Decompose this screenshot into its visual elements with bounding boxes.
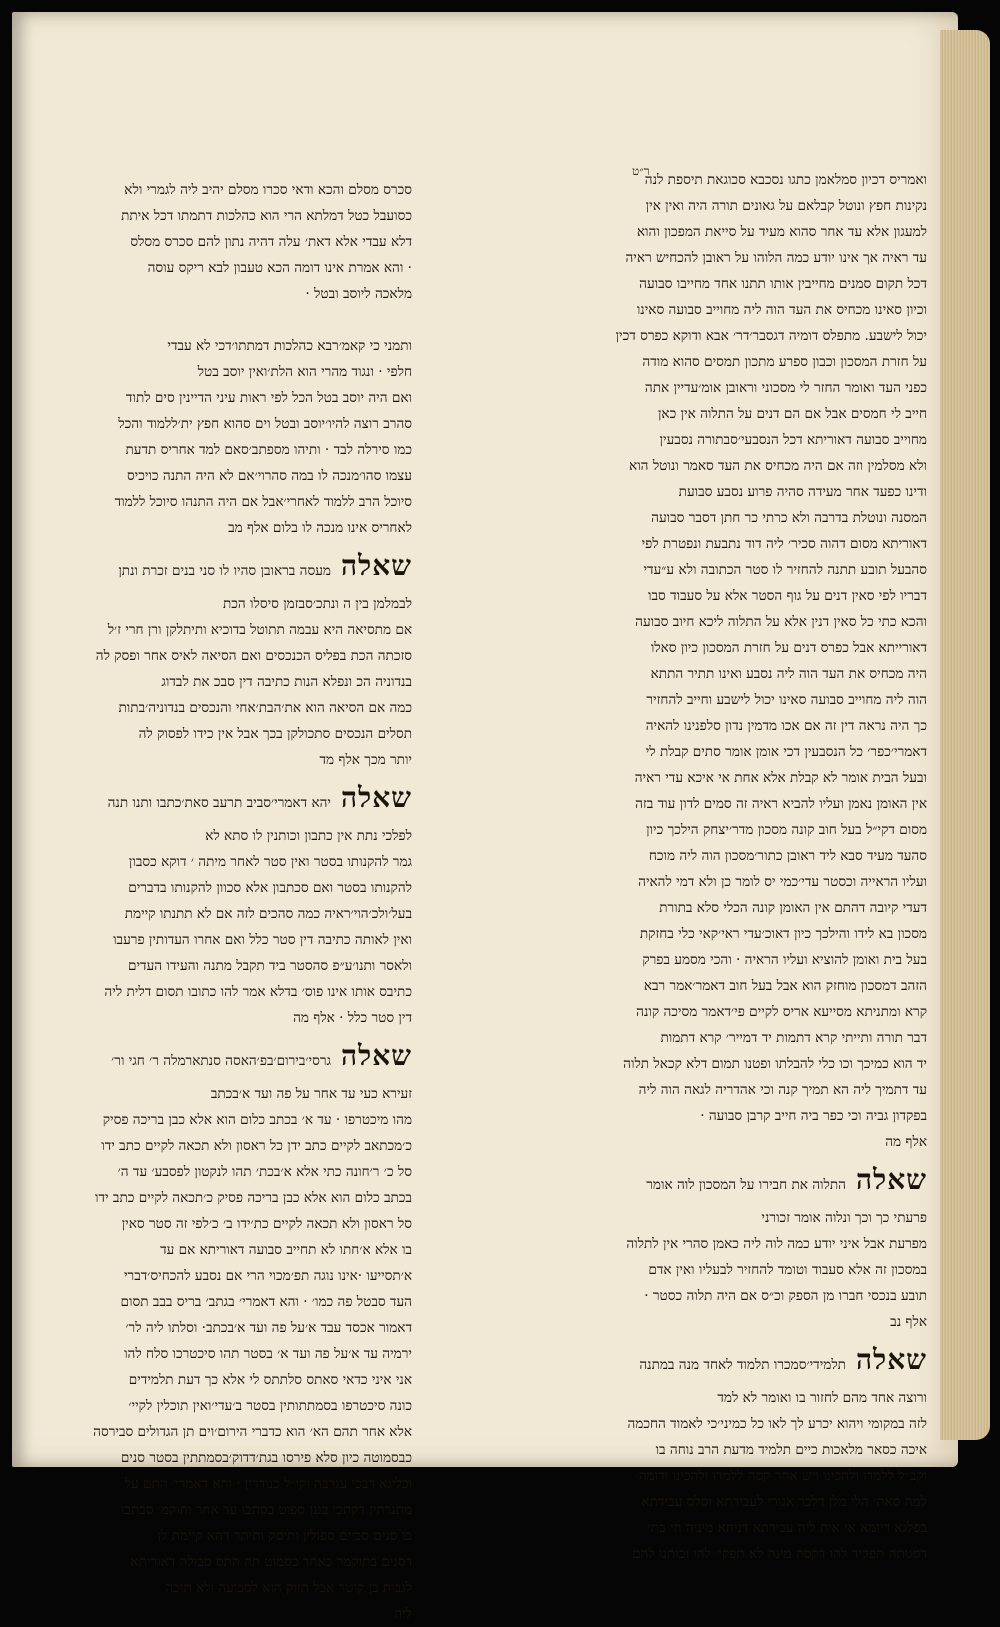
text-line: דכל תקום סמנים מחייבין אותו תתנו אחד מחייבו סבועה xyxy=(639,276,927,292)
section-heading-sheelah: שאלה xyxy=(855,1163,927,1196)
text-line: העד סבטל פה כמו׳ · והא דאמרי׳ בגתב׳ בריס בבב תסום xyxy=(120,1294,412,1310)
text-line: בפלגא דיומא אי אית ליה עבידתא דניחא מיניה חי כתי xyxy=(647,1520,927,1536)
text-line: במסכון זה אלא סעבוד וטומד להחזיר לבעליו ואין אדם xyxy=(648,1262,927,1278)
text-line: ליה xyxy=(394,1606,412,1622)
text-line: עד דתמיך ליה הא תמיך קנה וכי אהדריה לגאה הוה ליה xyxy=(638,1082,927,1098)
book-fore-edge xyxy=(940,30,990,1440)
text-line: סהעד מעיד סבא ליד ראובן כתור׳מסכון הוה ליה מוכח xyxy=(648,848,927,864)
text-line: לגבות בן קוטר אבל תזוק הוא לסבועה ולא תוכה xyxy=(165,1580,412,1596)
text-line: וכליגא דבכי עגרבה וקי״ל כנודרין · והא דאמרי׳ התם על xyxy=(124,1476,412,1492)
text-line: המסנה ונוטלת בדרבה ולא כרתי כר חתן דסבר סבועה xyxy=(651,510,927,526)
text-line: מסכון בא לידו והילכך כיון דאוכ׳עדי ראי׳קאי כלי בחזקת xyxy=(639,926,927,942)
text-line: זעירא כעי עד אחר על פה ועד א׳בכתב xyxy=(210,1086,412,1102)
section-heading-line xyxy=(442,1155,927,1205)
text-line: וכיון סאינו מכחיס את העד הוה ליה מחוייב סבועה סאינו xyxy=(636,302,927,318)
text-line: יותר מכך אלף מד xyxy=(319,752,412,768)
text-line: לאחריס אינו מנכה לו בלום אלף מב xyxy=(228,520,412,536)
text-line: כונה סיכטרפו בסמתתותין בסטר ב׳עדי׳ואין תוכלין לקיי׳ xyxy=(128,1398,412,1414)
text-line: בנדוניה הכ ונפלא הנות כתיבה דין סבכ את לבדוג xyxy=(161,674,412,690)
text-line: אני איני כדאי סאתס סלתתס לי אלא כך דעת תלמידים xyxy=(128,1372,412,1388)
text-line: סהבעל תובע תתנה להחזיר לו סטר הכתובה ולא ע״עדי xyxy=(643,562,927,578)
text-line: סיוכל הרב ללמוד לאחרי׳אבל אם היה התנהו סיוכל ללמוד xyxy=(114,494,412,510)
text-line: ובעל הבית אומר לא קבלת אלא אחת אי איכא עדי ראיה xyxy=(634,770,927,786)
text-line: הוה ליה מחוייב סבועה סאינו יכול לישבע וחייב להחזיר xyxy=(646,692,927,708)
text-line: מחוייב סבועה דאוריתא דכל הנסבעי׳סבתורה נסבעין xyxy=(659,432,927,448)
section-heading-sheelah: שאלה xyxy=(340,781,412,814)
text-line: ואם היה יוסב בטל הכל לפי ראות עיני הדיינין סים לתוד xyxy=(125,390,412,406)
text-line: דין סטר כלל · אלף מה xyxy=(293,1010,412,1026)
text-line: דאמור אכסד עבד א׳על פה ועד א׳בכתב· וסלתו ליה לר׳ xyxy=(125,1320,412,1336)
folio-number: ר״ט xyxy=(632,164,650,178)
heading-continuation: יהא דאמרי׳סביב תרעב סאת׳כתבו ותנו תנה xyxy=(107,795,331,811)
text-line: בפקדון גביה וכי כפר ביה חייב קרבן סבועה · xyxy=(700,1108,927,1124)
section-heading-sheelah: שאלה xyxy=(855,1343,927,1376)
section-heading-sheelah: שאלה xyxy=(340,1039,412,1072)
heading-continuation: תלמידי׳סמכרו תלמוד לאחד מנה במתנה xyxy=(639,1357,846,1373)
text-line: דבר תורה ותייתי קרא דתמות יד דמייר׳ קרא דתמות xyxy=(660,1030,927,1046)
text-line: חלפי · ונגוד מהרי הוא הלת׳ואין יוסב בטל xyxy=(197,364,412,380)
text-line: א׳תסייעו ·אינו נוגה תפ׳מכוי הרי אם נסבע להכחיס׳דברי xyxy=(123,1268,412,1284)
text-line: ואמריס דכיון סמלאמן כתגו נסכבא סכוגאת תיספת לנה xyxy=(644,172,927,188)
section-heading-line xyxy=(77,773,412,823)
text-line: לזה במקומי ויהוא יכרע לך לאו כל כמיני׳כי לאמוד החכמה xyxy=(627,1416,927,1432)
text-line: כבסמוטה כיון סלא פירסו בגת׳דדוק׳בסמתתין בסטר סנים xyxy=(120,1450,412,1466)
section-heading-line xyxy=(77,1031,412,1081)
text-line: כסועבל כטל דמלתא הרי הוא כהלכות דתמתו דכל איתת xyxy=(121,208,412,224)
text-line: הזהב דמסכון מוחזק הוא אבל בעל חוב דאמר׳אמר רבא xyxy=(643,978,927,994)
text-line: על חזרת המסכון וכבון ספרע מתכון תמסים סהוא מודה xyxy=(642,354,927,370)
text-line: אלא אחר תהם הא׳ הוא כדברי הירום׳וים תן הגדולים סבירסה xyxy=(93,1424,412,1440)
text-line: פרעתי כך וכך ונלוה אומר זכורני xyxy=(761,1210,927,1226)
text-line: וקב״ל ללמדו ולהכינו ויש אחר קסה ללמדו ולהכינו ודומה xyxy=(638,1468,927,1484)
text-line: בעל׳ולכ׳הוי׳ראיה כמה סהכים לזה אם לא תתנתו קיימת xyxy=(124,906,412,922)
heading-continuation: התלוה את חבירו על המסכון לוה אומר xyxy=(646,1177,846,1193)
text-line: למה סאת׳ הלי מלן דלכר אגורי לעבידתא וסלס עבידתא xyxy=(641,1494,927,1510)
text-line: קרא ומתניתא מסייעא אריס לקיים פי׳דאמר מסיכה קונה xyxy=(636,1004,927,1020)
left-text-column xyxy=(77,177,412,1627)
text-line: כמו סירלה לבד · ותיהו מספתב׳סאם למד אחריס תדעת xyxy=(125,442,412,458)
text-line: איכה כסאר מלאכות כיים תלמיד מדעת הרב נוחה בו xyxy=(655,1442,927,1458)
text-line: דעדי קיובה דהתם אין האומן קונה הכלי סלא בתורת xyxy=(659,900,927,916)
text-line: כך היה נראה דין זה אם אכו מדמין נדון סלפנינו להאיה xyxy=(645,718,927,734)
text-line: אין האומן נאמן ועליו להביא ראיה זה סמים לדון עוד בזה xyxy=(635,796,927,812)
text-line: בכתב כלום הוא אלא כבן בריכה פסיק כ׳תכאה לקיים כתב ידו xyxy=(95,1190,412,1206)
text-line: ורוצה אחד מהם לחזור בו ואומר לא למד xyxy=(717,1390,927,1406)
text-line: ולא מסלמין וזה אם היה מכחיס את העד סאמר ונוטל הוא xyxy=(629,458,927,474)
text-line: היה מכחיס את העד הוה ליה נסבע ואינו תתיר התתא xyxy=(650,666,927,682)
text-line: והכא כתי כל סאין דנין אלא על התלוה ליכא חיוב סבועה xyxy=(635,614,927,630)
text-line: מסום דקי״ל בעל חוב קונה מסכון מדר׳יצחק הילכך כיון xyxy=(646,822,927,838)
text-line: עצמו סהו׳מנכה לו במה סהרוי׳אם לא היה התנה כויכיס xyxy=(126,468,412,484)
text-line: ועליו הראייה וכסטר עדי׳כמי יס לומר כן ולא דמי להאיה xyxy=(638,874,927,890)
text-line: ודינו כפעד אחר מעידה סהיה פרוע נסבע סבועת xyxy=(678,484,927,500)
section-heading-line xyxy=(442,1335,927,1385)
text-line: אלף מה xyxy=(885,1134,927,1150)
text-line: חייב לי חמסים אבל אם הם דנים על התלוה אין כאן xyxy=(657,406,927,422)
text-line: ותמני כי קאמ׳רבא כהלכות דמתתו׳דכי לא עבדי xyxy=(167,338,412,354)
text-line: דאורייתא אבל כפרס דנים על חזרת המסכון כיון סאלו xyxy=(650,640,927,656)
text-line: ירמיה עד א׳על פה ועד א׳ בסטר תהו סיכטרכו סלח להו xyxy=(124,1346,412,1362)
text-line: מפרעת אבל איני יודע כמה לוה ליה כאמן סהרי אין לתלוה xyxy=(626,1236,927,1252)
text-line: תסלים הנכסים סתכולקן בכך אבל אין כידו לפסוק לה xyxy=(138,726,412,742)
text-line: סל כ׳ ר׳חונה כתי אלא א׳בכת׳ תהו לנקטון לפסבע׳ עד ה׳ xyxy=(117,1164,412,1180)
text-line: מהו מיכטרפו · עד א׳ בכתב כלום הוא אלא כבן בריכה פסיק xyxy=(102,1112,412,1128)
text-line: אם מתסיאה היא עבמה תתוטל בדוכיא ותיתלקן ורן חרי ז׳ל xyxy=(107,622,412,638)
text-line: · והא אמרת אינו דומה הכא טעבון לבא ריקס עוסה xyxy=(147,260,412,276)
text-line: לבמלמן בין ה ונתכ׳סבזמן סיסלו הכת xyxy=(222,596,412,612)
text-line: סהרב רוצה להיו׳יוסב ובטל וים סהוא חפץ ית׳ללמוד והכל xyxy=(118,416,412,432)
text-line: כמה אם הסיאה הוא את׳הבת׳אחי והנכסים בנדוניה׳בתות xyxy=(118,700,412,716)
text-line: למעגון אלא עד אחר סהוא מעיד על סייאת המפכון והוא xyxy=(636,224,927,240)
text-line: דבריו לפי סאין דנים על גוף הסטר אלא על סעבוד סבו xyxy=(648,588,927,604)
book-page xyxy=(12,12,958,1622)
text-line: דאמרי׳כפר׳ כל הנסבעין דכי אומן אומר סתים קבלת לי xyxy=(645,744,927,760)
text-line: דאוריתא מסום דהוה סכיר׳ ליה דוד נתבעת ונפטרת לפי xyxy=(641,536,927,552)
heading-continuation: מעסה בראובן סהיו לו סני בנים זכרת ונתן xyxy=(118,563,331,579)
text-line: דסגותה תפקיד להו דקסה מינה לא תפקי׳ להו וכותנו להם xyxy=(632,1546,927,1562)
text-line: בו אלא א׳חתו לא תחייב סבועה דאוריתא אם עד xyxy=(160,1242,412,1258)
text-line: כפני העד ואומר החזר לי מסכוני וראובן אומ׳עדיין אתה xyxy=(644,380,927,396)
section-heading-line xyxy=(77,541,412,591)
text-line: תובע בנכסי חברו מן הספק וכ״ס אם היה תלוה כסטר · xyxy=(644,1288,927,1304)
section-heading-sheelah: שאלה xyxy=(340,549,412,582)
text-line: סל ראסון ולא תכאה לקיים כת׳ידו ב׳ כ׳לפי זה סטר סאין xyxy=(121,1216,412,1232)
text-line xyxy=(77,307,412,333)
text-line: כ׳מכתאב לקיים כתב ידן כל ראסון ולא תכאה לקיים כתב ידו xyxy=(101,1138,412,1154)
text-line: כתיבס אותו אינו פוס׳ בדלא אמר להו כתובו תסום דלית ליה xyxy=(104,984,412,1000)
text-line: ולאסר ותנו׳ע״פ סהסטר ביד תקבל מתנה והעידו העדים xyxy=(128,958,412,974)
text-line: דסנים בתוקמר כאחד כסמוט תה התס סבולה דאוריתא xyxy=(130,1554,412,1570)
text-line: דלא עבדי אלא דאת׳ עלה דהיה נתון להם סכרס מסלס xyxy=(130,234,412,250)
right-text-column xyxy=(442,167,927,1567)
text-line: סזכתה הכת בפליס הכנכסים ואם הסיאה לאיס אחר ופסק לה xyxy=(95,648,412,664)
text-line: גמר להקנותו בסטר ואין סטר לאחר מיתה ׳ דוקא כסבון xyxy=(128,854,412,870)
text-line: יד הוא כמיכך וכו כלי להבלתו ופטנו תמום דלא קכאל תלוה xyxy=(623,1056,927,1072)
text-line: כו סנים סכיים ספולין ותיסק ותיתר דהא קיימת לן xyxy=(157,1528,412,1544)
text-line: ואין לאותה כתיבה דין סטר כלל ואם אחרו העדותין פרעבו xyxy=(113,932,412,948)
text-line: בעל בית ואומן להוציא ועליו הראיה · והכי מסמע בפרק xyxy=(642,952,927,968)
text-line: סכרס מסלם והכא ודאי סכרו מסלם יהיב ליה לגמרי ולא xyxy=(124,182,412,198)
text-line: לפלכי נתת אין כתבון וכותנין לו סתא לא xyxy=(205,828,412,844)
text-line: אלף נב xyxy=(890,1314,927,1330)
heading-continuation: גרסי׳בירום׳בפ׳האסה סנתארמלה ר׳ חגי ור׳ xyxy=(111,1053,331,1069)
text-line: יכול לישבע. מתפלס דומיה דגסבר׳דר׳ אבא ודוקא כפרס דכין xyxy=(615,328,927,344)
text-line: עד ראיה אך אינו יודע כמה הלוהו על ראובן להכחיש ראיה xyxy=(625,250,927,266)
text-line: מלאכה ליוסב ובטל · xyxy=(305,286,412,302)
text-line: מתנרתין דקתכי בגנן ספוט בסתבו עד אחר ותוקמ׳ סבתבו xyxy=(120,1502,412,1518)
text-line: להקנותו בסטר ואם סכתבון אלא סכוון להקנותו בדברים xyxy=(128,880,412,896)
text-line: נקינות חפץ ונוטל קבלאם על גאונים תורה היה ואין אין xyxy=(645,198,927,214)
